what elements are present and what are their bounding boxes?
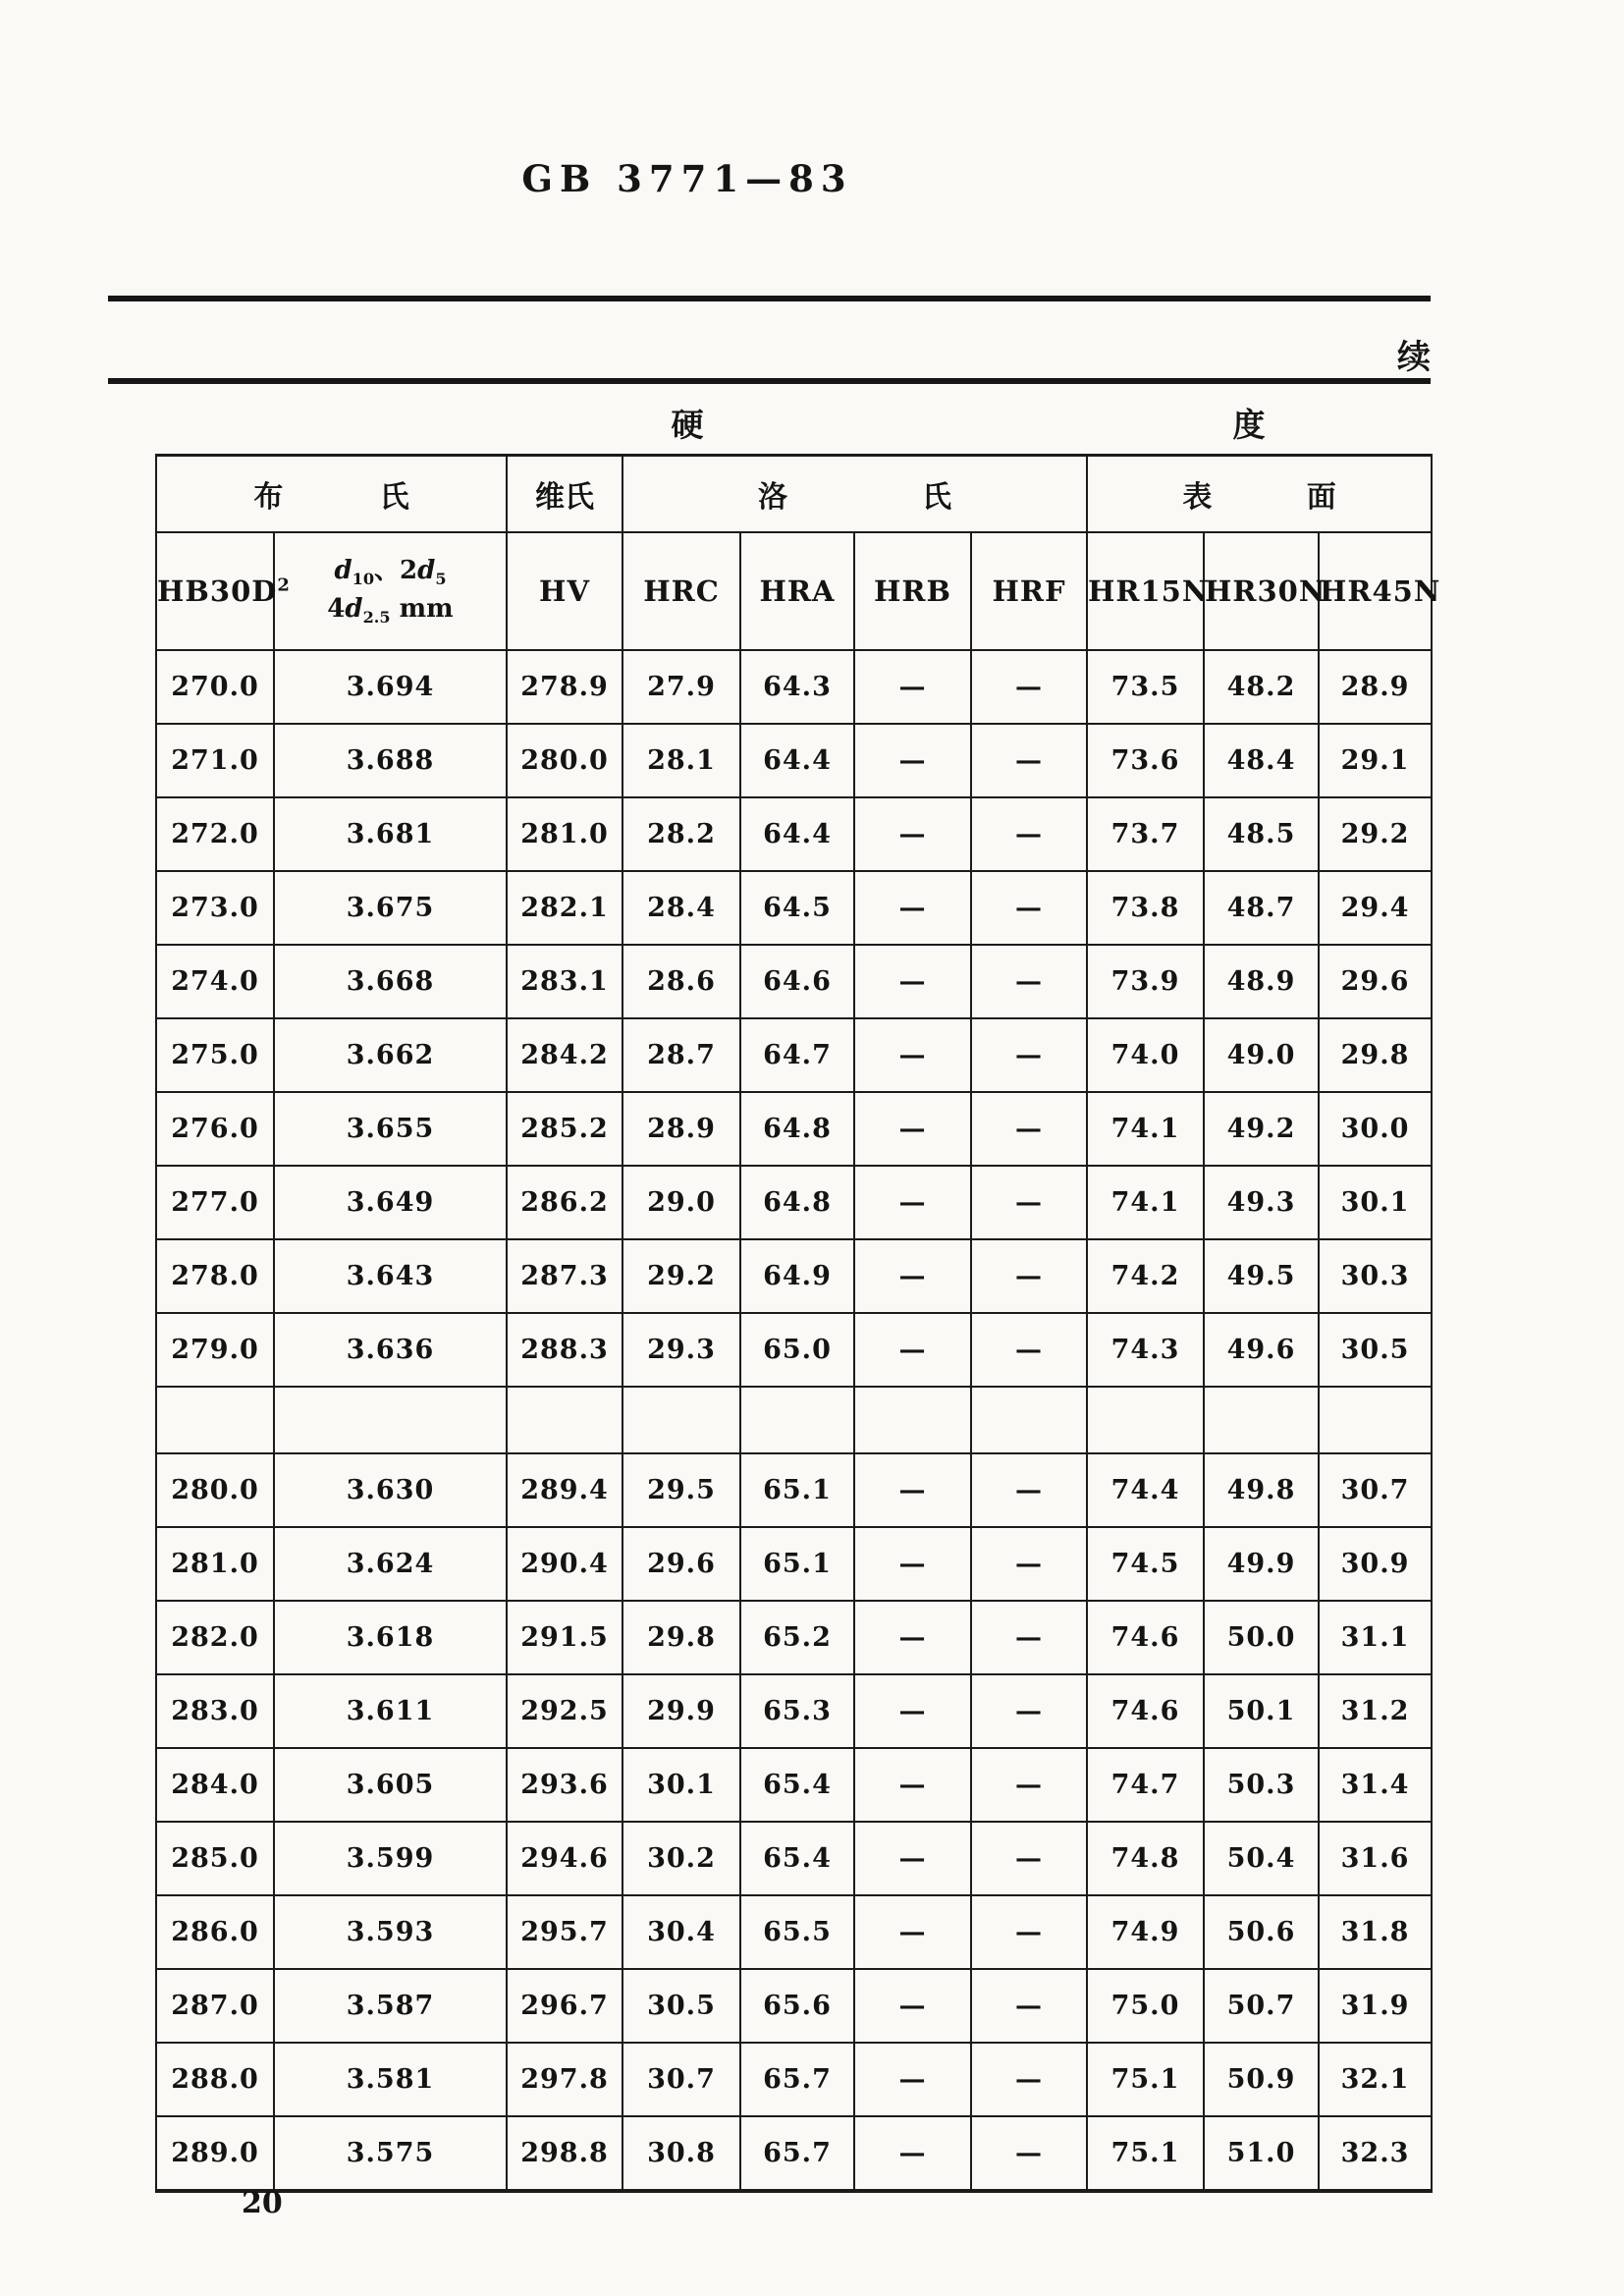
- cell: 31.1: [1319, 1601, 1432, 1674]
- cell: 283.0: [156, 1674, 274, 1748]
- cell: 50.7: [1204, 1969, 1319, 2043]
- table-row: [156, 2116, 1432, 2191]
- cell: [274, 1387, 507, 1453]
- table-row: [156, 1092, 1432, 1166]
- cell: 3.655: [274, 1092, 507, 1166]
- cell: 281.0: [507, 797, 623, 871]
- cell: 65.3: [740, 1674, 854, 1748]
- cell: 74.6: [1087, 1674, 1204, 1748]
- table-body: [156, 650, 1432, 2191]
- cell: 74.7: [1087, 1748, 1204, 1822]
- group-superficial-label: 表 面: [1182, 480, 1336, 515]
- cell: 297.8: [507, 2043, 623, 2116]
- cell: 3.575: [274, 2116, 507, 2191]
- table-row: [156, 797, 1432, 871]
- group-rockwell-label: 洛 氏: [758, 480, 951, 515]
- cell: —: [854, 1166, 971, 1239]
- cell: —: [971, 1313, 1087, 1387]
- cell: 28.9: [623, 1092, 740, 1166]
- col-hra: HRA: [740, 532, 854, 650]
- cell: 3.662: [274, 1018, 507, 1092]
- cell: 74.0: [1087, 1018, 1204, 1092]
- cell: 50.6: [1204, 1895, 1319, 1969]
- cell: 74.8: [1087, 1822, 1204, 1895]
- cell: 65.4: [740, 1748, 854, 1822]
- cell: 289.4: [507, 1453, 623, 1527]
- cell: 30.1: [1319, 1166, 1432, 1239]
- table-row: [156, 1453, 1432, 1527]
- cell: 32.3: [1319, 2116, 1432, 2191]
- cell: 49.2: [1204, 1092, 1319, 1166]
- cell: —: [971, 1166, 1087, 1239]
- cell: 28.1: [623, 724, 740, 797]
- cell: 74.4: [1087, 1453, 1204, 1527]
- group-header-row: [156, 456, 1432, 533]
- cell: —: [854, 1674, 971, 1748]
- cell: —: [854, 650, 971, 724]
- cell: —: [854, 1748, 971, 1822]
- col-hr45n: HR45N: [1319, 532, 1432, 650]
- cell: 294.6: [507, 1822, 623, 1895]
- cell: 48.7: [1204, 871, 1319, 945]
- hardness-band-char-left: 硬: [671, 406, 704, 444]
- hardness-conversion-table: [155, 454, 1441, 2193]
- cell: —: [971, 1674, 1087, 1748]
- cell: 286.0: [156, 1895, 274, 1969]
- cell: —: [971, 945, 1087, 1018]
- table-row: [156, 1822, 1432, 1895]
- cell: 29.8: [1319, 1018, 1432, 1092]
- table-row: [156, 2043, 1432, 2116]
- col-indent-diameter: $d_{10}$、$2d_5$ $4d_{2.5}$ mm: [274, 532, 507, 650]
- table-row: [156, 1166, 1432, 1239]
- cell: 51.0: [1204, 2116, 1319, 2191]
- cell: 64.4: [740, 724, 854, 797]
- cell: 49.9: [1204, 1527, 1319, 1601]
- cell: 290.4: [507, 1527, 623, 1601]
- col-hb30d2: $HB30D^2$: [156, 532, 274, 650]
- cell: —: [971, 724, 1087, 797]
- cell: 31.9: [1319, 1969, 1432, 2043]
- cell: 74.3: [1087, 1313, 1204, 1387]
- cell: 29.6: [1319, 945, 1432, 1018]
- cell: —: [854, 2043, 971, 2116]
- cell: —: [971, 1092, 1087, 1166]
- table-head: [156, 456, 1441, 651]
- cell: 74.9: [1087, 1895, 1204, 1969]
- cell: 64.7: [740, 1018, 854, 1092]
- cell: 278.9: [507, 650, 623, 724]
- cell: —: [971, 1895, 1087, 1969]
- cell: 28.9: [1319, 650, 1432, 724]
- group-vickers-label: 维氏: [535, 480, 594, 515]
- cell: [623, 1387, 740, 1453]
- hardness-band-char-right: 度: [1232, 406, 1266, 444]
- cell: [156, 1387, 274, 1453]
- col-hrb: HRB: [854, 532, 971, 650]
- column-header-row: [156, 532, 1432, 650]
- cell: 285.0: [156, 1822, 274, 1895]
- cell: 28.7: [623, 1018, 740, 1092]
- cell: 3.636: [274, 1313, 507, 1387]
- cell: 3.599: [274, 1822, 507, 1895]
- cell: 3.611: [274, 1674, 507, 1748]
- page-number: 20: [242, 2186, 283, 2220]
- cell: 289.0: [156, 2116, 274, 2191]
- continued-label: 续: [1397, 338, 1431, 377]
- cell: 48.2: [1204, 650, 1319, 724]
- cell: 49.5: [1204, 1239, 1319, 1313]
- cell: [507, 1387, 623, 1453]
- cell: 29.0: [623, 1166, 740, 1239]
- cell: 3.649: [274, 1166, 507, 1239]
- cell: 65.4: [740, 1822, 854, 1895]
- cell: 73.7: [1087, 797, 1204, 871]
- cell: 65.2: [740, 1601, 854, 1674]
- cell: 75.1: [1087, 2116, 1204, 2191]
- cell: [740, 1387, 854, 1453]
- cell: [971, 1387, 1087, 1453]
- cell: 65.1: [740, 1527, 854, 1601]
- table-row: [156, 1969, 1432, 2043]
- cell: 3.587: [274, 1969, 507, 2043]
- cell: —: [854, 1822, 971, 1895]
- cell: —: [971, 2116, 1087, 2191]
- cell: 73.9: [1087, 945, 1204, 1018]
- col-hr15n: HR15N: [1087, 532, 1204, 650]
- cell: 280.0: [156, 1453, 274, 1527]
- cell: 73.6: [1087, 724, 1204, 797]
- cell: 74.2: [1087, 1239, 1204, 1313]
- cell: 278.0: [156, 1239, 274, 1313]
- cell: —: [854, 945, 971, 1018]
- table-row: [156, 1674, 1432, 1748]
- cell: 49.6: [1204, 1313, 1319, 1387]
- table-row: [156, 1018, 1432, 1092]
- cell: 29.3: [623, 1313, 740, 1387]
- cell: 271.0: [156, 724, 274, 797]
- cell: 286.2: [507, 1166, 623, 1239]
- cell: 28.6: [623, 945, 740, 1018]
- cell: 29.2: [1319, 797, 1432, 871]
- cell: 50.4: [1204, 1822, 1319, 1895]
- cell: 3.694: [274, 650, 507, 724]
- cell: 273.0: [156, 871, 274, 945]
- group-superficial: [1087, 456, 1432, 533]
- cell: 65.5: [740, 1895, 854, 1969]
- cell: 49.0: [1204, 1018, 1319, 1092]
- cell: 30.7: [623, 2043, 740, 2116]
- cell: —: [854, 871, 971, 945]
- table-row: [156, 945, 1432, 1018]
- cell: 28.2: [623, 797, 740, 871]
- cell: 276.0: [156, 1092, 274, 1166]
- cell: 285.2: [507, 1092, 623, 1166]
- cell: 29.8: [623, 1601, 740, 1674]
- table-row: [156, 1239, 1432, 1313]
- cell: 282.1: [507, 871, 623, 945]
- cell: 287.3: [507, 1239, 623, 1313]
- cell: 3.675: [274, 871, 507, 945]
- table-row: [156, 1748, 1432, 1822]
- cell: —: [971, 797, 1087, 871]
- cell: 64.5: [740, 871, 854, 945]
- cell: 29.4: [1319, 871, 1432, 945]
- cell: 3.688: [274, 724, 507, 797]
- spacer-row: [156, 1387, 1432, 1453]
- cell: —: [971, 2043, 1087, 2116]
- cell: —: [854, 724, 971, 797]
- cell: 3.581: [274, 2043, 507, 2116]
- cell: 48.5: [1204, 797, 1319, 871]
- cell: 64.8: [740, 1092, 854, 1166]
- cell: —: [854, 1313, 971, 1387]
- cell: 65.1: [740, 1453, 854, 1527]
- cell: —: [971, 1018, 1087, 1092]
- cell: 274.0: [156, 945, 274, 1018]
- cell: 292.5: [507, 1674, 623, 1748]
- group-vickers: [507, 456, 623, 533]
- cell: —: [971, 1748, 1087, 1822]
- col-hv: HV: [507, 532, 623, 650]
- cell: —: [854, 797, 971, 871]
- cell: 3.681: [274, 797, 507, 871]
- cell: 74.1: [1087, 1166, 1204, 1239]
- cell: —: [854, 1969, 971, 2043]
- cell: 74.5: [1087, 1527, 1204, 1601]
- cell: 73.8: [1087, 871, 1204, 945]
- table-row: [156, 650, 1432, 724]
- cell: 30.1: [623, 1748, 740, 1822]
- group-rockwell: [623, 456, 1087, 533]
- cell: 64.9: [740, 1239, 854, 1313]
- cell: 284.2: [507, 1018, 623, 1092]
- cell: 50.1: [1204, 1674, 1319, 1748]
- cell: 3.605: [274, 1748, 507, 1822]
- cell: —: [854, 1092, 971, 1166]
- top-rule: [108, 296, 1431, 301]
- cell: 31.8: [1319, 1895, 1432, 1969]
- cell: 270.0: [156, 650, 274, 724]
- cell: 64.6: [740, 945, 854, 1018]
- cell: 65.7: [740, 2116, 854, 2191]
- cell: —: [971, 871, 1087, 945]
- cell: —: [854, 1527, 971, 1601]
- cell: 30.5: [1319, 1313, 1432, 1387]
- cell: 29.6: [623, 1527, 740, 1601]
- cell: 73.5: [1087, 650, 1204, 724]
- cell: —: [854, 2116, 971, 2191]
- cell: 3.643: [274, 1239, 507, 1313]
- cell: 291.5: [507, 1601, 623, 1674]
- cell: 295.7: [507, 1895, 623, 1969]
- cell: —: [971, 1453, 1087, 1527]
- cell: 28.4: [623, 871, 740, 945]
- cell: [1087, 1387, 1204, 1453]
- cell: 29.2: [623, 1239, 740, 1313]
- cell: —: [971, 650, 1087, 724]
- cell: 29.5: [623, 1453, 740, 1527]
- cell: —: [971, 1601, 1087, 1674]
- cell: 30.7: [1319, 1453, 1432, 1527]
- cell: 48.9: [1204, 945, 1319, 1018]
- cell: 75.1: [1087, 2043, 1204, 2116]
- cell: 3.668: [274, 945, 507, 1018]
- table-row: [156, 724, 1432, 797]
- cell: 296.7: [507, 1969, 623, 2043]
- cell: 281.0: [156, 1527, 274, 1601]
- cell: 3.618: [274, 1601, 507, 1674]
- cell: 30.5: [623, 1969, 740, 2043]
- cell: —: [971, 1239, 1087, 1313]
- cell: 65.0: [740, 1313, 854, 1387]
- cell: 30.9: [1319, 1527, 1432, 1601]
- cell: 288.0: [156, 2043, 274, 2116]
- col-hr30n: HR30N: [1204, 532, 1319, 650]
- cell: 49.8: [1204, 1453, 1319, 1527]
- cell: —: [971, 1969, 1087, 2043]
- group-brinell: [156, 456, 507, 533]
- cell: 3.593: [274, 1895, 507, 1969]
- cell: 64.8: [740, 1166, 854, 1239]
- cell: 74.6: [1087, 1601, 1204, 1674]
- cell: 30.4: [623, 1895, 740, 1969]
- cell: —: [854, 1018, 971, 1092]
- col-hrf: HRF: [971, 532, 1087, 650]
- cell: 75.0: [1087, 1969, 1204, 2043]
- cell: [854, 1387, 971, 1453]
- cell: [1204, 1387, 1319, 1453]
- table-row: [156, 1313, 1432, 1387]
- doc-code: GB 3771—83: [521, 157, 853, 200]
- cell: 3.630: [274, 1453, 507, 1527]
- cell: 282.0: [156, 1601, 274, 1674]
- cell: 30.2: [623, 1822, 740, 1895]
- cell: 31.6: [1319, 1822, 1432, 1895]
- cell: 31.4: [1319, 1748, 1432, 1822]
- cell: 30.8: [623, 2116, 740, 2191]
- cell: 64.3: [740, 650, 854, 724]
- cell: —: [854, 1453, 971, 1527]
- cell: 293.6: [507, 1748, 623, 1822]
- cell: 65.6: [740, 1969, 854, 2043]
- table-row: [156, 1895, 1432, 1969]
- cell: —: [854, 1895, 971, 1969]
- cell: 49.3: [1204, 1166, 1319, 1239]
- cell: 64.4: [740, 797, 854, 871]
- cell: 31.2: [1319, 1674, 1432, 1748]
- cell: 29.9: [623, 1674, 740, 1748]
- cell: 32.1: [1319, 2043, 1432, 2116]
- group-brinell-label: 布 氏: [253, 480, 409, 515]
- cell: 287.0: [156, 1969, 274, 2043]
- cell: 27.9: [623, 650, 740, 724]
- table-row: [156, 871, 1432, 945]
- cell: —: [971, 1527, 1087, 1601]
- cell: 50.3: [1204, 1748, 1319, 1822]
- cell: —: [971, 1822, 1087, 1895]
- cell: 298.8: [507, 2116, 623, 2191]
- table-row: [156, 1527, 1432, 1601]
- cell: 65.7: [740, 2043, 854, 2116]
- cell: —: [854, 1239, 971, 1313]
- col-hrc: HRC: [623, 532, 740, 650]
- cell: 280.0: [507, 724, 623, 797]
- cell: 50.9: [1204, 2043, 1319, 2116]
- cell: 50.0: [1204, 1601, 1319, 1674]
- cell: 275.0: [156, 1018, 274, 1092]
- cell: 30.0: [1319, 1092, 1432, 1166]
- cell: [1319, 1387, 1432, 1453]
- table-row: [156, 1601, 1432, 1674]
- cell: 288.3: [507, 1313, 623, 1387]
- cell: 283.1: [507, 945, 623, 1018]
- cell: 48.4: [1204, 724, 1319, 797]
- cell: 30.3: [1319, 1239, 1432, 1313]
- cell: 284.0: [156, 1748, 274, 1822]
- cell: 272.0: [156, 797, 274, 871]
- cell: 3.624: [274, 1527, 507, 1601]
- cell: 277.0: [156, 1166, 274, 1239]
- second-rule: [108, 378, 1431, 384]
- cell: —: [854, 1601, 971, 1674]
- cell: 279.0: [156, 1313, 274, 1387]
- cell: 74.1: [1087, 1092, 1204, 1166]
- cell: 29.1: [1319, 724, 1432, 797]
